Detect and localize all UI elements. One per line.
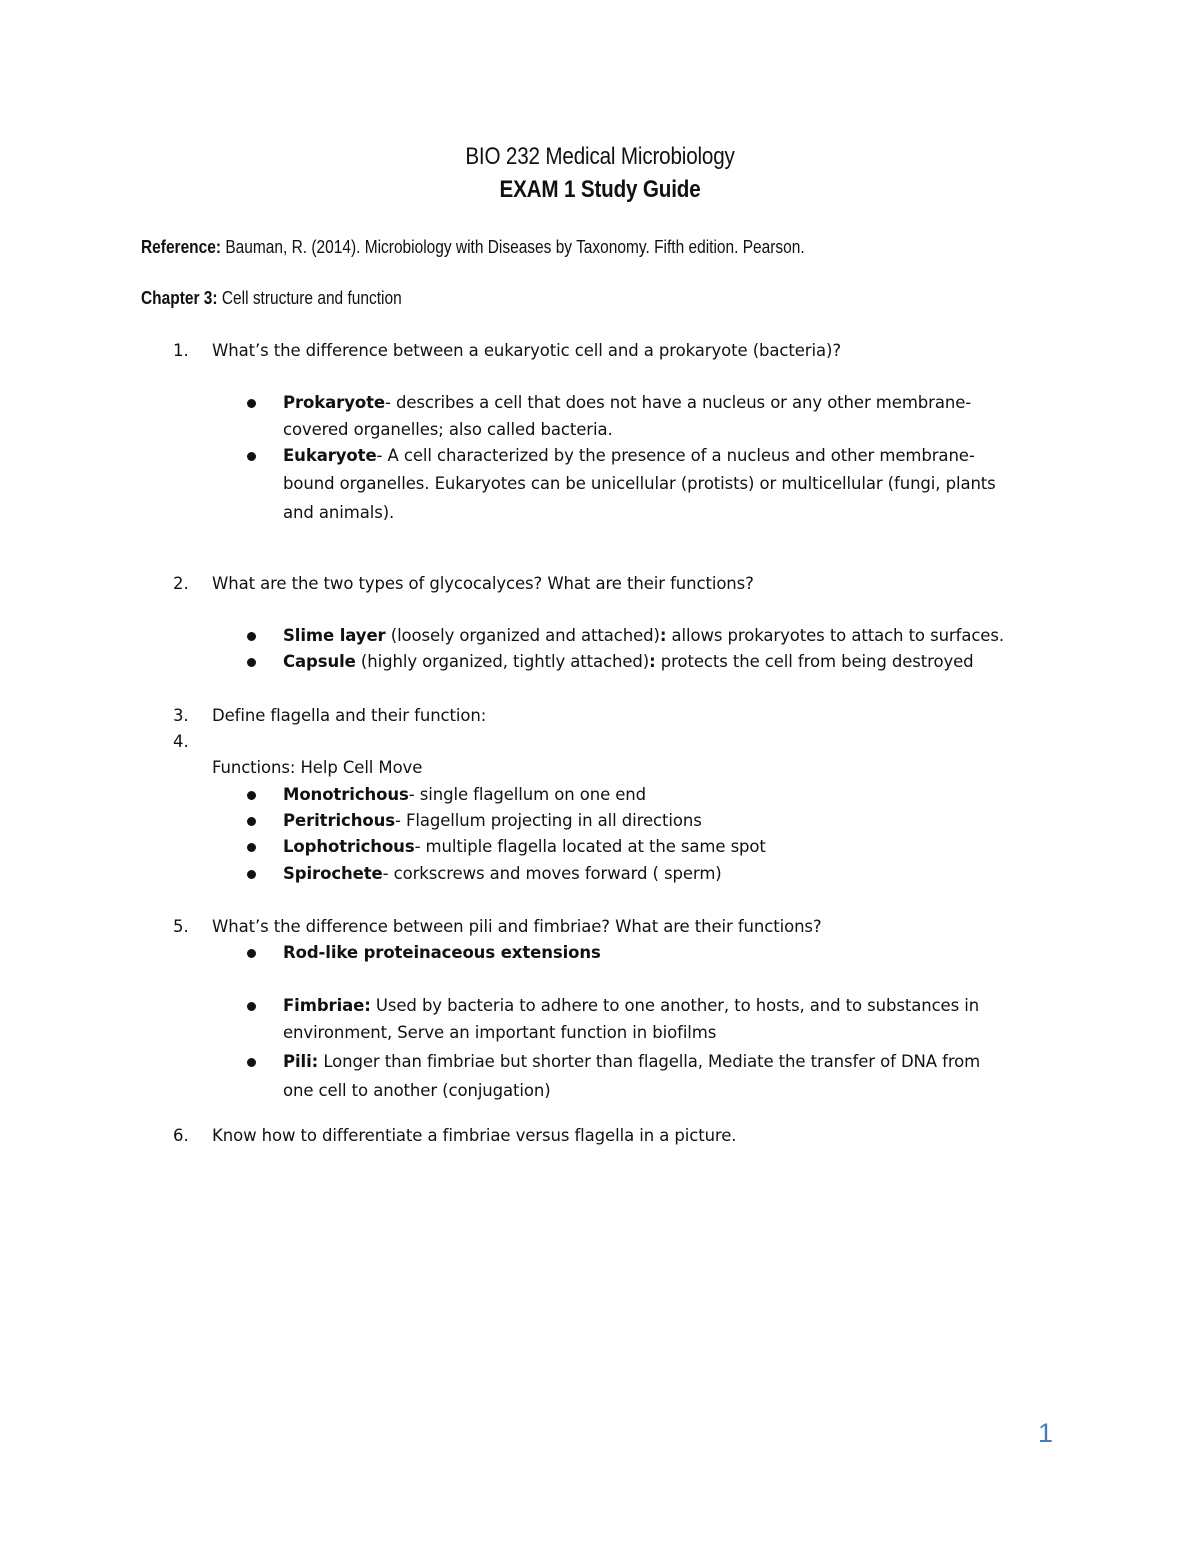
q3-peritrichous [283,811,702,830]
q6-question: Know how to differentiate a fimbriae versus flagella in a picture. [212,1126,737,1145]
q3-spirochete [283,864,722,883]
reference-line [141,237,805,258]
q3-spirochete-text: - corkscrews and moves forward ( sperm) [382,864,722,883]
bullet-icon [247,791,256,800]
bullet-icon [247,632,256,641]
q5-pili-text1: Longer than fimbriae but shorter than flagella, Mediate the transfer of DNA from [318,1052,981,1071]
q3-question: Define flagella and their function: [212,706,487,725]
bullet-icon [247,1002,256,1011]
q3-lophotrichous [283,837,766,856]
q1-prokaryote-term: Prokaryote [283,393,385,412]
q5-pili-line1 [283,1052,980,1071]
q5-pili-term: Pili: [283,1052,319,1071]
q1-eukaryote-term: Eukaryote [283,446,377,465]
q1-eukaryote-line2: bound organelles. Eukaryotes can be unicellular (protists) or multicellular (fungi, plants [283,474,996,493]
bullet-icon [247,870,256,879]
q5-rod-like: Rod-like proteinaceous extensions [283,943,601,962]
q2-capsule-term: Capsule [283,652,356,671]
q1-prokaryote-line1 [283,393,971,412]
q5-number: 5. [173,917,189,936]
q2-slime-term: Slime layer [283,626,386,645]
chapter-text: Cell structure and function [217,288,402,308]
q2-slime-qualifier: (loosely organized and attached) [385,626,660,645]
document-subtitle: EXAM 1 Study Guide [499,176,701,203]
q2-capsule-colon: : [649,652,656,671]
q2-question: What are the two types of glycocalyces? What are their functions? [212,574,754,593]
q1-prokaryote-line2: covered organelles; also called bacteria. [283,420,613,439]
chapter-heading [141,288,402,309]
q5-fimbriae-term: Fimbriae: [283,996,371,1015]
q2-slime-layer [283,626,1004,645]
q3-monotrichous [283,785,646,804]
q3-lophotrichous-term: Lophotrichous [283,837,415,856]
bullet-icon [247,1058,256,1067]
q1-eukaryote-text1: - A cell characterized by the presence of a nucleus and other membrane- [376,446,975,465]
q6-number: 6. [173,1126,189,1145]
q1-eukaryote-line3: and animals). [283,503,395,522]
q1-question: What’s the difference between a eukaryotic cell and a prokaryote (bacteria)? [212,341,841,360]
q3-number: 3. [173,706,189,725]
q3-monotrichous-text: - single flagellum on one end [408,785,647,804]
bullet-icon [247,452,256,461]
reference-text: Bauman, R. (2014). Microbiology with Diseases by Taxonomy. Fifth edition. Pearson. [221,237,805,257]
document-title: BIO 232 Medical Microbiology [465,143,735,170]
q3-spirochete-term: Spirochete [283,864,383,883]
bullet-icon [247,658,256,667]
q2-capsule-qualifier: (highly organized, tightly attached) [355,652,650,671]
bullet-icon [247,817,256,826]
q5-fimbriae-text1: Used by bacteria to adhere to one another, to hosts, and to substances in [370,996,980,1015]
q1-number: 1. [173,341,189,360]
chapter-label: Chapter 3: [141,288,218,308]
bullet-icon [247,949,256,958]
q2-capsule [283,652,974,671]
bullet-icon [247,399,256,408]
q5-question: What’s the difference between pili and fimbriae? What are their functions? [212,917,822,936]
q5-pili-line2: one cell to another (conjugation) [283,1081,551,1100]
q1-eukaryote-line1 [283,446,975,465]
page-number: 1 [1038,1418,1054,1448]
q5-fimbriae-line1 [283,996,979,1015]
q5-fimbriae-line2: environment, Serve an important function in biofilms [283,1023,717,1042]
q2-slime-text: allows prokaryotes to attach to surfaces. [666,626,1004,645]
q3-functions: Functions: Help Cell Move [212,758,423,777]
q3-monotrichous-term: Monotrichous [283,785,409,804]
reference-label: Reference: [141,237,222,257]
q4-number: 4. [173,732,189,751]
bullet-icon [247,843,256,852]
q3-lophotrichous-text: - multiple flagella located at the same spot [414,837,766,856]
q3-peritrichous-text: - Flagellum projecting in all directions [395,811,702,830]
q2-slime-colon: : [659,626,667,645]
q2-capsule-text: protects the cell from being destroyed [655,652,974,671]
q2-number: 2. [173,574,189,593]
q3-peritrichous-term: Peritrichous [283,811,395,830]
q1-prokaryote-text1: - describes a cell that does not have a nucleus or any other membrane- [384,393,972,412]
